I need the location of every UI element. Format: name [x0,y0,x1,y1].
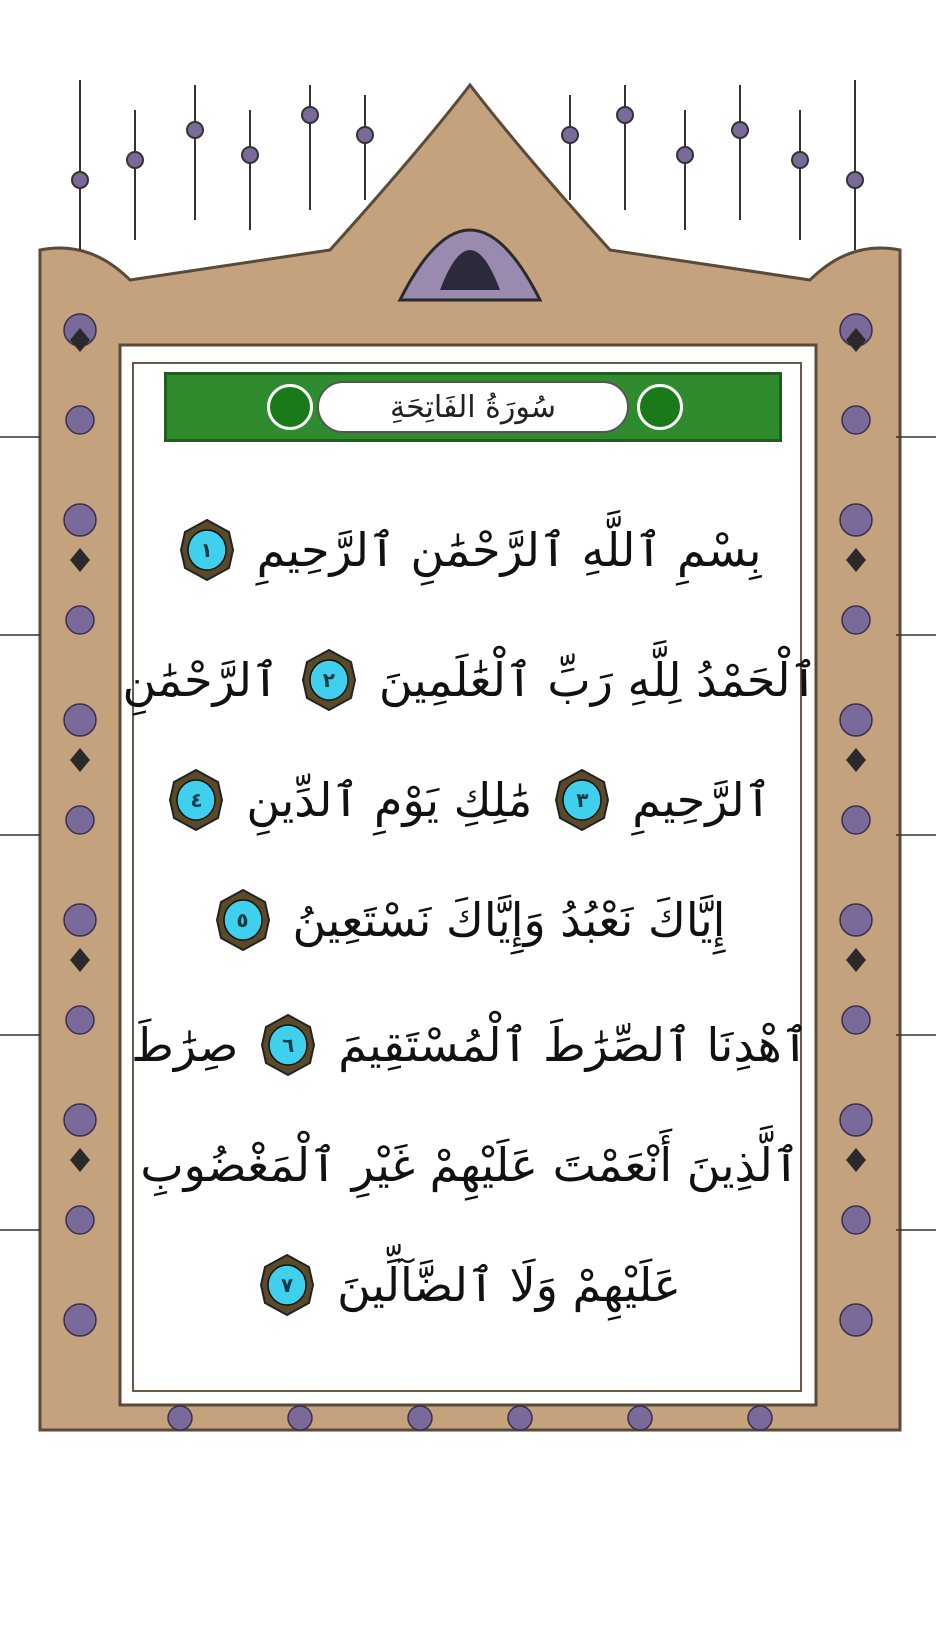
ayah-number-icon: ٦ [260,1013,316,1077]
verse-text: مَٰلِكِ يَوْمِ ٱلدِّينِ [246,773,533,827]
verse-text: ٱلْحَمْدُ لِلَّهِ رَبِّ ٱلْعَٰلَمِينَ [378,653,818,707]
banner-roundel-icon [267,384,313,430]
ayah-number-icon: ٥ [215,888,271,952]
verse-text: ٱلرَّحْمَٰنِ [122,653,279,707]
verse-line-3 [150,755,790,845]
verse-text: ٱلرَّحِيمِ [632,773,772,827]
surah-title-banner [164,372,782,442]
verse-line-4 [150,875,790,965]
verse-line-5 [131,1000,809,1090]
ayah-number-icon: ١ [179,518,235,582]
verse-text: عَلَيْهِمْ وَلَا ٱلضَّآلِّينَ [337,1258,681,1312]
surah-title: سُورَةُ الفَاتِحَةِ [390,389,556,425]
ayah-number-icon: ٣ [554,768,610,832]
ayah-number-icon: ٤ [168,768,224,832]
ayah-number-icon: ٧ [259,1253,315,1317]
verse-text: بِسْمِ ٱللَّهِ ٱلرَّحْمَٰنِ ٱلرَّحِيمِ [256,523,762,577]
verse-line-7 [150,1240,790,1330]
verse-text: صِرَٰطَ [131,1018,239,1072]
verse-line-1 [150,505,790,595]
verse-line-6 [140,1120,800,1210]
verse-text: ٱهْدِنَا ٱلصِّرَٰطَ ٱلْمُسْتَقِيمَ [338,1018,809,1072]
title-cartouche [317,381,629,433]
ayah-number-icon: ٢ [301,648,357,712]
verse-line-2 [122,635,818,725]
banner-roundel-icon [637,384,683,430]
verse-text: إِيَّاكَ نَعْبُدُ وَإِيَّاكَ نَسْتَعِينُ [292,893,726,947]
verse-text: ٱلَّذِينَ أَنْعَمْتَ عَلَيْهِمْ غَيْرِ ٱلْمَغْضُوبِ [140,1138,800,1192]
